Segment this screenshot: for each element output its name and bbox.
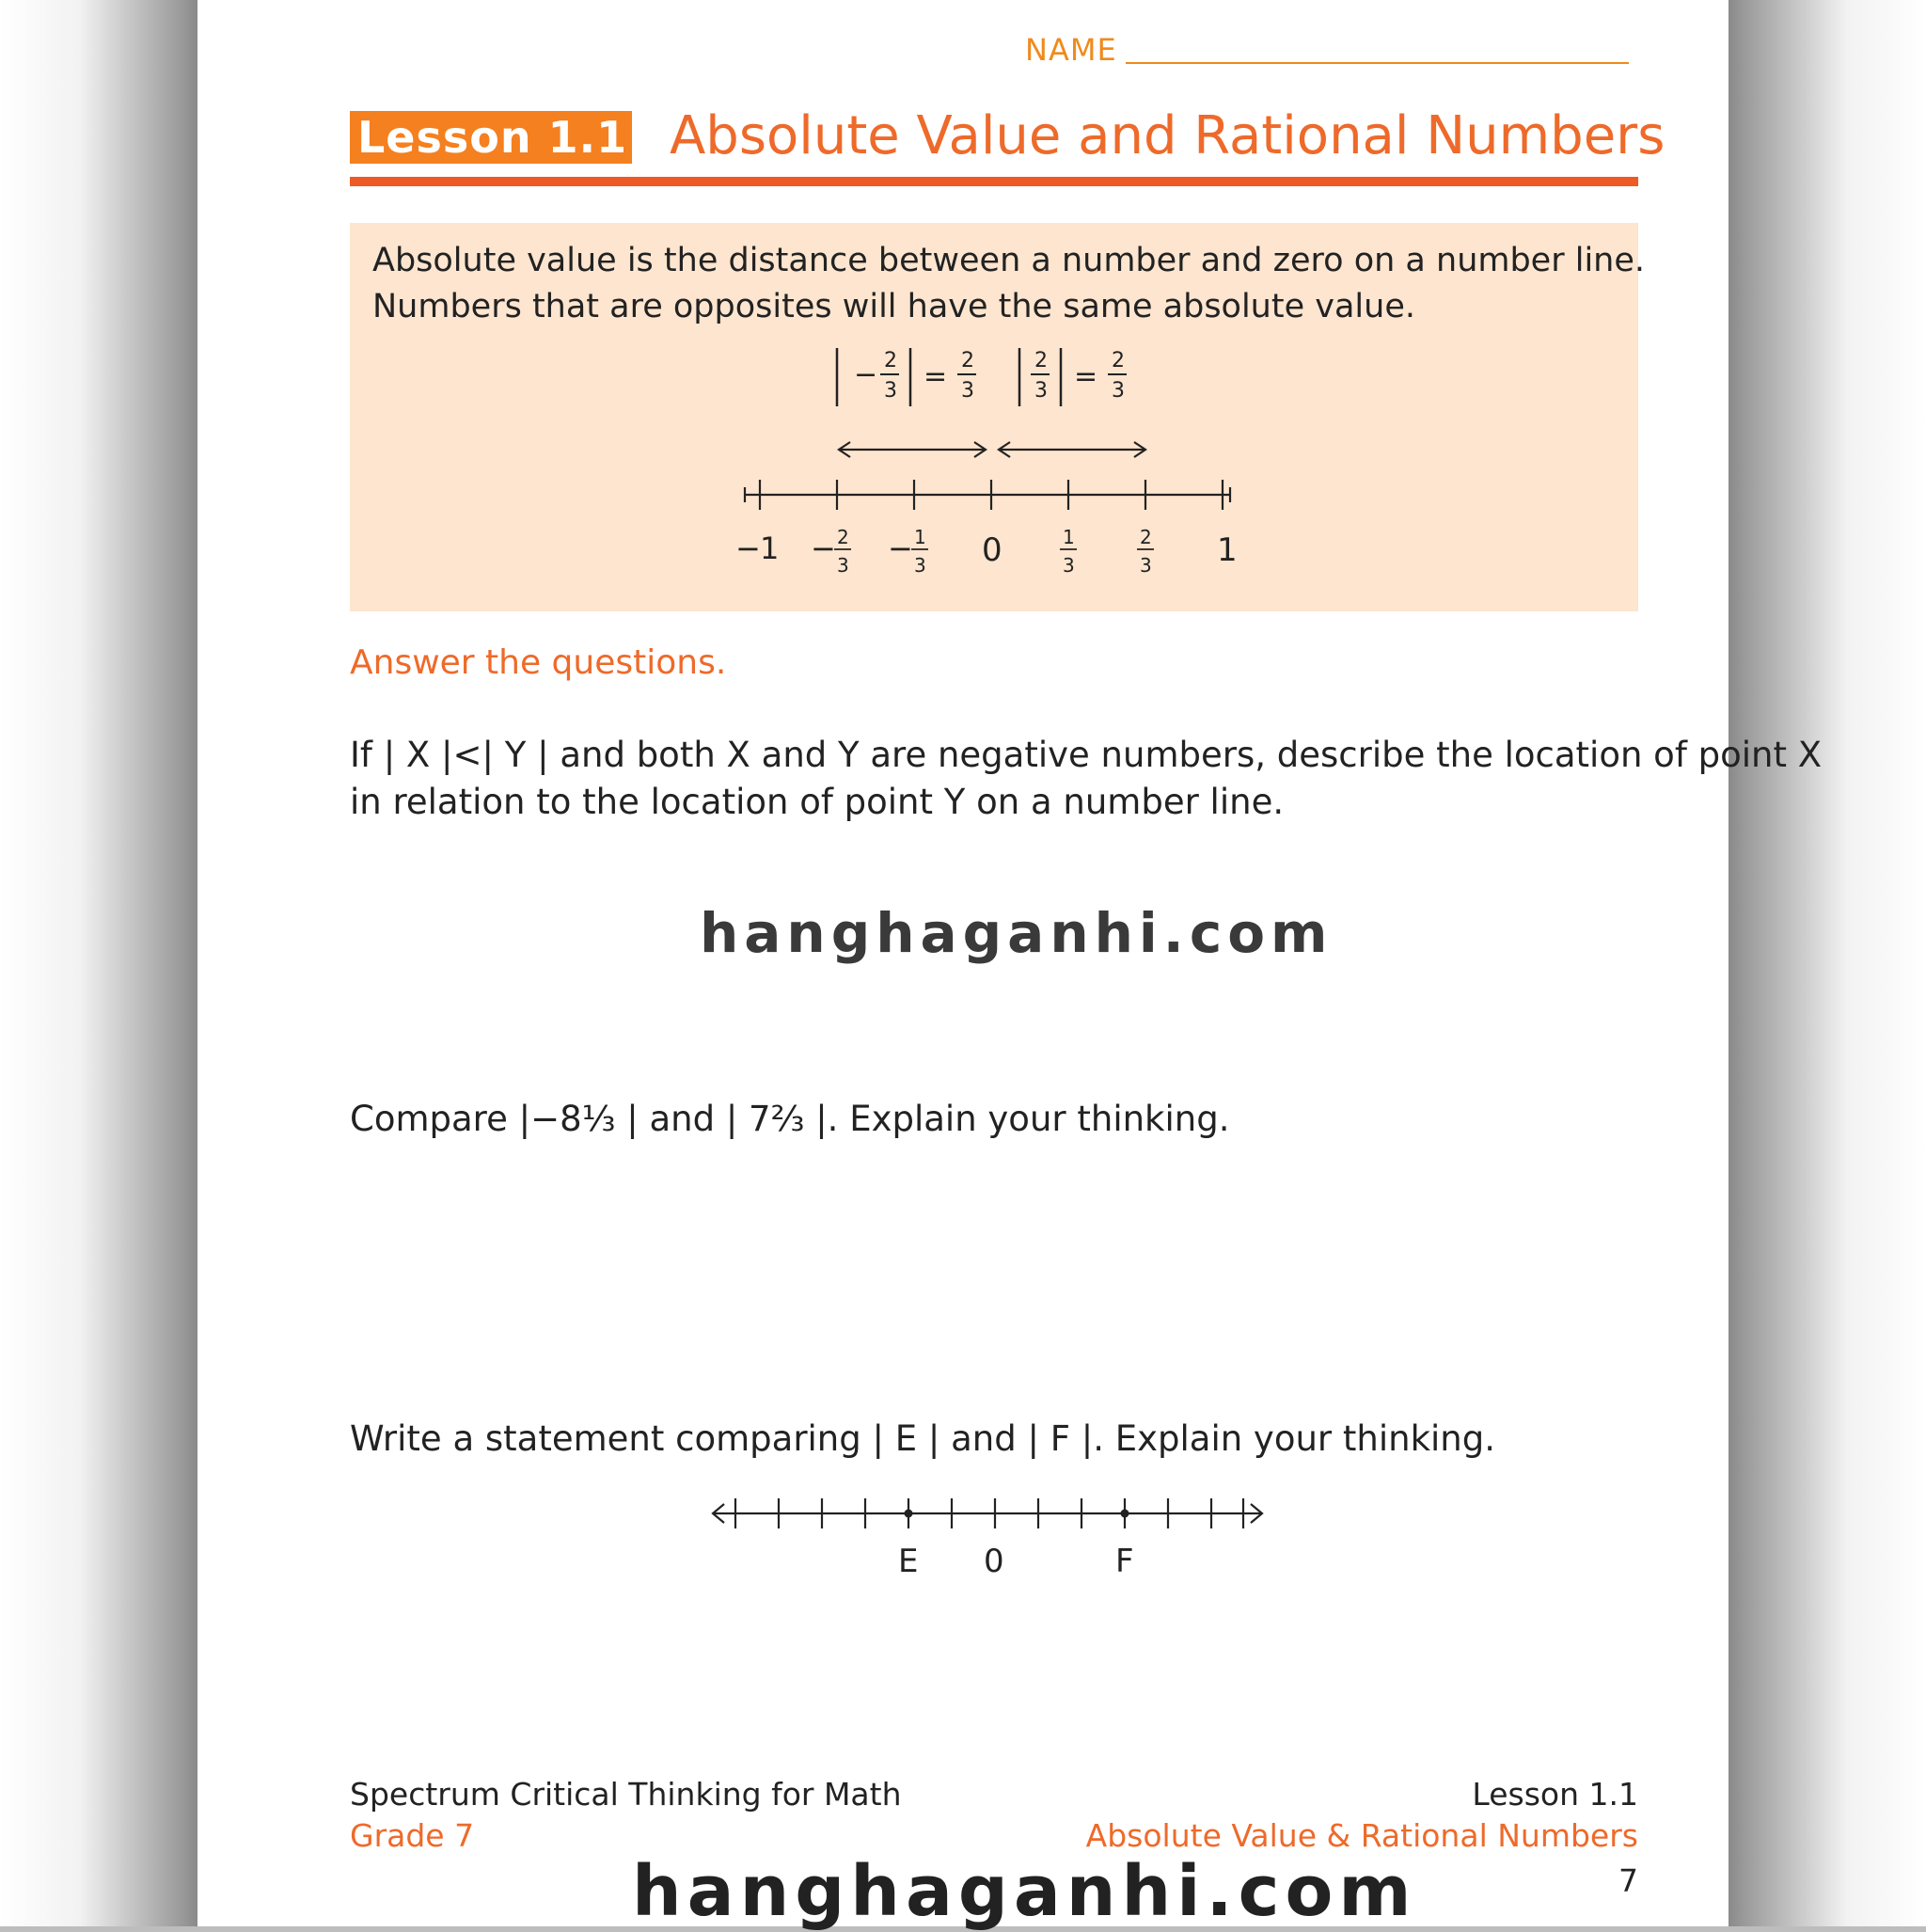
svg-text:2: 2	[1034, 349, 1048, 372]
svg-text:3: 3	[884, 379, 897, 403]
svg-text:3: 3	[1034, 379, 1048, 403]
definition-line-1: Absolute value is the distance between a number and zero on a number line.	[372, 242, 1646, 279]
watermark-middle: hanghaganhi.com	[700, 901, 1334, 965]
absolute-value-diagram	[724, 339, 1251, 583]
footer-grade: Grade 7	[350, 1817, 475, 1854]
name-label: NAME	[1025, 32, 1117, 68]
svg-text:−: −	[811, 531, 836, 566]
worksheet-page	[197, 0, 1823, 1932]
svg-text:2: 2	[1112, 349, 1125, 372]
svg-text:2: 2	[961, 349, 974, 372]
footer-book-title: Spectrum Critical Thinking for Math	[350, 1776, 902, 1813]
point-e	[905, 1510, 913, 1518]
label-f: F	[1115, 1543, 1134, 1580]
svg-text:1: 1	[1063, 526, 1075, 548]
svg-text:2: 2	[884, 349, 897, 372]
svg-text:3: 3	[914, 554, 926, 577]
number-line-labels	[735, 526, 1238, 577]
question-2: Compare |−8⅓ | and | 7⅔ |. Explain your thinking.	[350, 1099, 1230, 1139]
answer-heading: Answer the questions.	[350, 643, 727, 682]
question-1-line-2: in relation to the location of point Y on a number line.	[350, 782, 1285, 822]
svg-text:=: =	[1074, 360, 1098, 393]
footer-lesson-title: Absolute Value & Rational Numbers	[1085, 1817, 1638, 1854]
svg-text:2: 2	[837, 526, 849, 548]
tick-label-two-thirds	[1137, 526, 1154, 577]
equation-negative-two-thirds	[837, 348, 976, 406]
number-line	[745, 480, 1230, 510]
svg-text:3: 3	[1112, 379, 1125, 403]
svg-text:=: =	[924, 360, 948, 393]
lesson-title: Absolute Value and Rational Numbers	[670, 105, 1666, 166]
footer-lesson: Lesson 1.1	[1472, 1776, 1638, 1813]
label-e: E	[898, 1543, 919, 1580]
question-1-line-1: If | X |<| Y | and both X and Y are negative numbers, describe the location of point X	[350, 735, 1823, 775]
svg-text:3: 3	[837, 554, 849, 577]
svg-text:3: 3	[1063, 554, 1075, 577]
watermark-bottom: hanghaganhi.com	[632, 1851, 1417, 1932]
question-3: Write a statement comparing | E | and | F |. Explain your thinking.	[350, 1418, 1495, 1459]
svg-text:3: 3	[1140, 554, 1152, 577]
tick-label-neg-one	[735, 531, 779, 566]
tick-label-neg-one-third	[888, 526, 928, 577]
svg-text:−: −	[735, 531, 761, 566]
tick-label-neg-two-thirds	[811, 526, 851, 577]
svg-text:3: 3	[961, 379, 974, 403]
point-f	[1121, 1510, 1129, 1518]
title-rule	[350, 177, 1638, 186]
question-1	[350, 732, 1822, 826]
ef-number-line	[705, 1481, 1270, 1585]
svg-text:−: −	[888, 531, 913, 566]
tick-label-zero: 0	[982, 531, 1002, 569]
equation-positive-two-thirds	[1019, 348, 1127, 406]
label-zero: 0	[984, 1543, 1004, 1580]
page-shadow-right	[1729, 0, 1926, 1926]
svg-text:2: 2	[1140, 526, 1152, 548]
tick-label-one-third	[1060, 526, 1077, 577]
page-shadow-left	[0, 0, 197, 1926]
svg-text:1: 1	[914, 526, 926, 548]
page-number: 7	[1618, 1862, 1638, 1899]
svg-text:−: −	[854, 358, 878, 391]
lesson-badge: Lesson 1.1	[350, 111, 632, 164]
svg-text:1: 1	[760, 531, 780, 566]
distance-arrow-right	[999, 442, 1145, 457]
distance-arrow-left	[839, 442, 986, 457]
definition-text	[372, 238, 1646, 330]
definition-line-2: Numbers that are opposites will have the same absolute value.	[372, 288, 1415, 325]
name-write-line	[1126, 62, 1629, 64]
tick-label-one: 1	[1217, 531, 1238, 569]
